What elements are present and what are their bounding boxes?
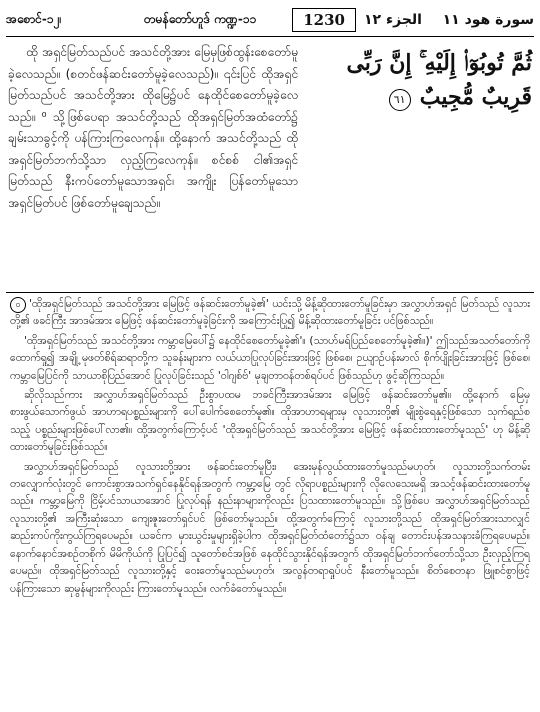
footnote-paragraph <box>10 296 530 331</box>
arabic-verse: ثُمَّ تُوبُوٓا۟ إِلَيْهِ ۚ إِنَّ رَبِّى قَرِيبٌ مُّجِيبٌ <box>346 50 532 110</box>
footnote-divider <box>6 292 534 293</box>
header-arabic <box>364 12 534 28</box>
translation-paragraph: ထို အရှင်မြတ်သည်ပင် အသင်တို့အား မြေမှဖြစ်ထွန်းစေတော်မူခဲ့လေသည်။ (စတင်ဖန်ဆင်းတော်မူခဲ့လေသည်)။ ၎င်းပြင် ထိုအရှင်မြတ်သည်ပင် အသင်တို့အား ထိုမြေ၌ပင် နေထိုင်စေတော်မူခဲ့လေသည်။ ⁰ သို့ဖြစ်ပေရာ အသင်တို့သည် ထိုအရှင်မြတ်အထံတော်၌ ချမ်းသာခွင့်ကို ပန်ကြားကြလေကုန်။ ထို့နောက် အသင်တို့သည် ထိုအရှင်မြတ်ဘက်သို့သာ လှည့်ကြလေကုန်။ စင်စစ် ငါ၏အရှင်မြတ်သည် နီးကပ်တော်မူသောအရှင်၊ အကျိုး ပြန်တော်မူသော အရှင်မြတ်ပင် ဖြစ်တော်မူချေသည်။ <box>8 45 298 210</box>
footnotes <box>10 296 530 708</box>
header-divider <box>6 36 534 37</box>
footnote-paragraph: အလွှာဟ်အရှင်မြတ်သည် လူသားတို့အား ဖန်ဆင်းတော်မူပြီး၊ အေးမုန်လွယ်ထားတော်မူသည်မဟုတ်၊ လူသားတို့သက်တမ်းတလျှောက်လုံးတွင် ကောင်းစွာအသက်ရှင်နေနိုင်ရန်အတွက် ကမ္ဘာ့မြေ တွင် လိုရာပစ္စည်းများကို လိုလေသေးမရှိ အသင့်ဖန်ဆင်းထားတော်မူသည်။ ကမ္ဘာ့မြေကို ငြိမ့်ပင်သာယာအောင် ပြုလုပ်ရန် နည်းနာများကိုလည်း ပြသထားတော်မူသည်။ သို့ဖြစ်ပေ အလွှာဟ်အရှင်မြတ်သည် လူသားတို့၏ အကြီးဆုံးသော ကျေးဇူးတော်ရှင်ပင် ဖြစ်တော်မူသည်။ ထို့အတွက်ကြောင့် လူသားတို့သည် ထိုအရှင်မြတ်အားသာလျှင် ဆည်းကပ်ကိုးကွယ်ကြရပေမည်။ ယခင်က မှားယွင်းမှုများရှိခဲ့ပါက ထိုအရှင်မြတ်ထံတော်၌သာ ဝန်ချ တောင်းပန်အသနားခံကြရပေမည်။ နောက်နောင်အစဉ်တစိုက် မိမိကိုယ်ကို ပြုပြင်၍ သူတော်စင်အဖြစ် နေထိုင်သွားနိုင်ရန်အတွက် ထိုအရှင်မြတ်ဘက်တော်သို့သာ ဦးလှည့်ကြရပေမည်။ ထိုအရှင်မြတ်သည် လူသားတို့နှင့် ဝေးတော်မူသည်မဟုတ်၊ အလွန်တရာရှုပ်ပင် နီးတော်မူသည်။ စိတ်စေတနာ ဖြူစင်စွာဖြင့် ပန်ကြားသော ဆုမွန်များကိုလည်း ကြားတော်မူသည်။ လက်ခံတော်မူသည်။ <box>10 460 530 595</box>
footnote-paragraph: ဆိုလိုသည်ကား အလွှာဟ်အရှင်မြတ်သည် ဦးစွာပထမ ဘခင်ကြီးအာဒမ်အား မြေဖြင့် ဖန်ဆင်းတော်မူ၏။ ထို့နောက် မြေမှ စားဖွယ်သောက်ဖွယ် အာဟာရပစ္စည်းများကို ပေါ်ပေါက်စေတော်မူ၏။ ထိုအာဟာရများမှ လူသားတို့၏ မျိုးစွဲရေနှင့်ဖြစ်သော သုက်ရည်စသည့် ပစ္စည်းများဖြစ်ပေါ်လာ၏။ ထို့အတွက်ကြောင့်ပင် 'ထိုအရှင်မြတ်သည် အသင်တို့အား မြေဖြင့် ဖန်ဆင်းထားတော်မူသည်' ဟု မိန့်ဆိုထားတော်မူခြင်းဖြစ်သည်။ <box>10 389 530 454</box>
header-center <box>136 8 364 32</box>
page-header <box>6 6 534 34</box>
verse-number-marker: ٦١ <box>389 89 411 111</box>
surah-label: سورة هود ١١ <box>442 12 534 28</box>
volume-label: အစောင်-၁၂၊ <box>6 12 62 26</box>
footnote-marker: ၀ <box>10 297 26 313</box>
arabic-verse-column <box>308 46 532 156</box>
footnote-text: 'ထိုအရှင်မြတ်သည် အသင်တို့အား မြေဖြင့် ဖန်ဆင်းတော်မူခဲ့၏' ယင်းသို့ မိန့်ဆိုထားတော်မူခြင်းမှာ အလွှာဟ်အရှင် မြတ်သည် လူသားတို့၏ ဖခင်ကြီး အာဒမ်အား မြေဖြင့် ဖန်ဆင်းတော်မူခဲ့ခြင်းကို အကြောင်းပြု၍ မိန့်ဆိုထားတော်မူခြင်း ပင်ဖြစ်သည်။ <box>10 298 530 328</box>
page-number: 1230 <box>292 8 356 32</box>
section-title: တမန်တော်ဟူဒ် ကဏ္ဍ-၁၁ <box>144 12 257 26</box>
juz-label: الجزء ١٢ <box>364 12 422 28</box>
translation-column <box>8 42 298 287</box>
footnote-paragraph: 'ထိုအရှင်မြတ်သည် အသင်တို့အား ကမ္ဘာမြေပေါ်၌ နေထိုင်စေတော်မူခဲ့၏'။ (သာဟ်မရ်ပြည်စေတော်မူခဲ့၏။)' ဤသည်အသတ်တော်ကို ထောက်ရှု၍ အချို့ မုဖတ်စိရ်ဆရာတို့က သူခန်းများက လယ်ယာပြုလုပ်ခြင်းအားဖြင့် ဖြစ်စေ၊ ဉယျာဉ်ပန်းမာလ် စိုက်ပျိုးခြင်းအားဖြင့် ဖြစ်စေ၊ ကမ္ဘာမြေပြင်ကို သာယာစိုပြည်အောင် ပြုလုပ်ခြင်းသည် 'ဝါဂျစ်ဗ်' မုချတာဝန်တစ်ရပ်ပင် ဖြစ်သည်ဟု ဖွင့်ဆိုကြသည်။ <box>10 334 530 382</box>
main-content <box>8 42 532 287</box>
